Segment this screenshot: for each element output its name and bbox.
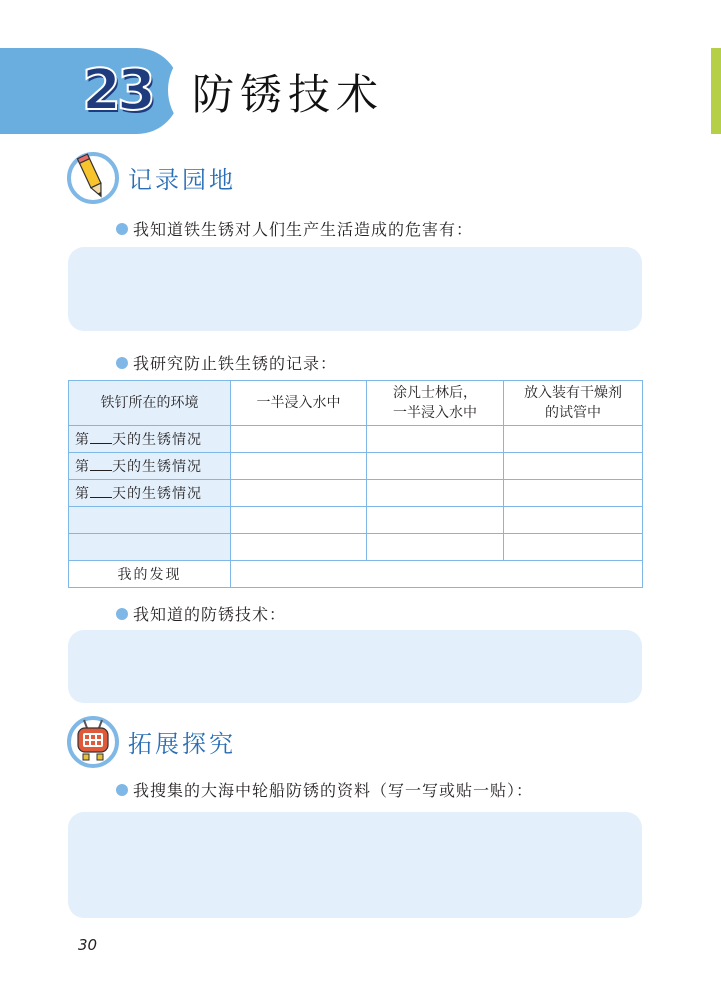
cell-input[interactable] (504, 453, 643, 480)
table-row (69, 534, 643, 561)
cell-input[interactable] (367, 534, 504, 561)
cell-input[interactable] (231, 480, 367, 507)
cell-input[interactable] (231, 507, 367, 534)
day-blank[interactable] (90, 431, 112, 444)
rust-record-table (68, 380, 643, 588)
answer-box-ships[interactable] (68, 812, 642, 918)
cell-input[interactable] (367, 507, 504, 534)
header-desiccant (504, 381, 643, 426)
row-suffix: 天的生锈情况 (112, 432, 202, 448)
cell-input[interactable] (231, 426, 367, 453)
answer-box-harm[interactable] (68, 247, 642, 331)
lesson-title: 防锈技术 (192, 70, 385, 119)
row-suffix: 天的生锈情况 (112, 486, 202, 502)
bullet-icon (116, 223, 128, 235)
finding-input[interactable] (231, 561, 643, 588)
table-row (69, 453, 643, 480)
prompt-research (116, 351, 337, 374)
bullet-icon (116, 784, 128, 796)
day-blank[interactable] (90, 485, 112, 498)
row-day-label (69, 453, 231, 480)
row-day-label (69, 480, 231, 507)
header-vaseline-line2: 一半浸入水中 (393, 405, 477, 421)
table-row (69, 480, 643, 507)
prompt-techniques (116, 602, 286, 625)
section-title-record: 记录园地 (128, 165, 236, 194)
header-environment: 铁钉所在的环境 (69, 381, 231, 426)
cell-input[interactable] (367, 453, 504, 480)
prompt-harm (116, 217, 473, 240)
bullet-icon (116, 357, 128, 369)
header-desiccant-line1: 放入装有干燥剂 (524, 385, 622, 401)
cell-input[interactable] (231, 534, 367, 561)
cell-input[interactable] (367, 426, 504, 453)
row-blank-label[interactable] (69, 507, 231, 534)
table-row-finding (69, 561, 643, 588)
cell-input[interactable] (504, 480, 643, 507)
cell-input[interactable] (504, 507, 643, 534)
cell-input[interactable] (231, 453, 367, 480)
section-extend-heading (66, 714, 236, 768)
prompt-techniques-text: 我知道的防锈技术： (133, 605, 287, 624)
row-prefix: 第 (75, 432, 90, 448)
prompt-ships (116, 778, 533, 801)
day-blank[interactable] (90, 458, 112, 471)
row-blank-label[interactable] (69, 534, 231, 561)
row-day-label (69, 426, 231, 453)
prompt-ships-text: 我搜集的大海中轮船防锈的资料（写一写或贴一贴）： (133, 781, 534, 800)
bullet-icon (116, 608, 128, 620)
section-title-extend: 拓展探究 (128, 729, 236, 758)
cell-input[interactable] (504, 534, 643, 561)
answer-box-techniques[interactable] (68, 630, 642, 703)
row-suffix: 天的生锈情况 (112, 459, 202, 475)
header-half-water: 一半浸入水中 (231, 381, 367, 426)
header-vaseline (367, 381, 504, 426)
pencil-icon (66, 150, 120, 204)
table-row (69, 426, 643, 453)
prompt-research-text: 我研究防止铁生锈的记录： (133, 354, 338, 373)
robot-icon (66, 714, 120, 768)
page-number: 30 (78, 936, 98, 954)
cell-input[interactable] (504, 426, 643, 453)
row-prefix: 第 (75, 486, 90, 502)
row-prefix: 第 (75, 459, 90, 475)
table-header-row (69, 381, 643, 426)
section-record-heading (66, 150, 236, 204)
lesson-number: 23 (82, 58, 152, 123)
header-vaseline-line1: 涂凡士林后， (393, 385, 477, 401)
finding-label: 我的发现 (69, 561, 231, 588)
header-desiccant-line2: 的试管中 (545, 405, 601, 421)
side-tab (711, 48, 721, 134)
table-row (69, 507, 643, 534)
prompt-harm-text: 我知道铁生锈对人们生产生活造成的危害有： (133, 220, 474, 239)
cell-input[interactable] (367, 480, 504, 507)
